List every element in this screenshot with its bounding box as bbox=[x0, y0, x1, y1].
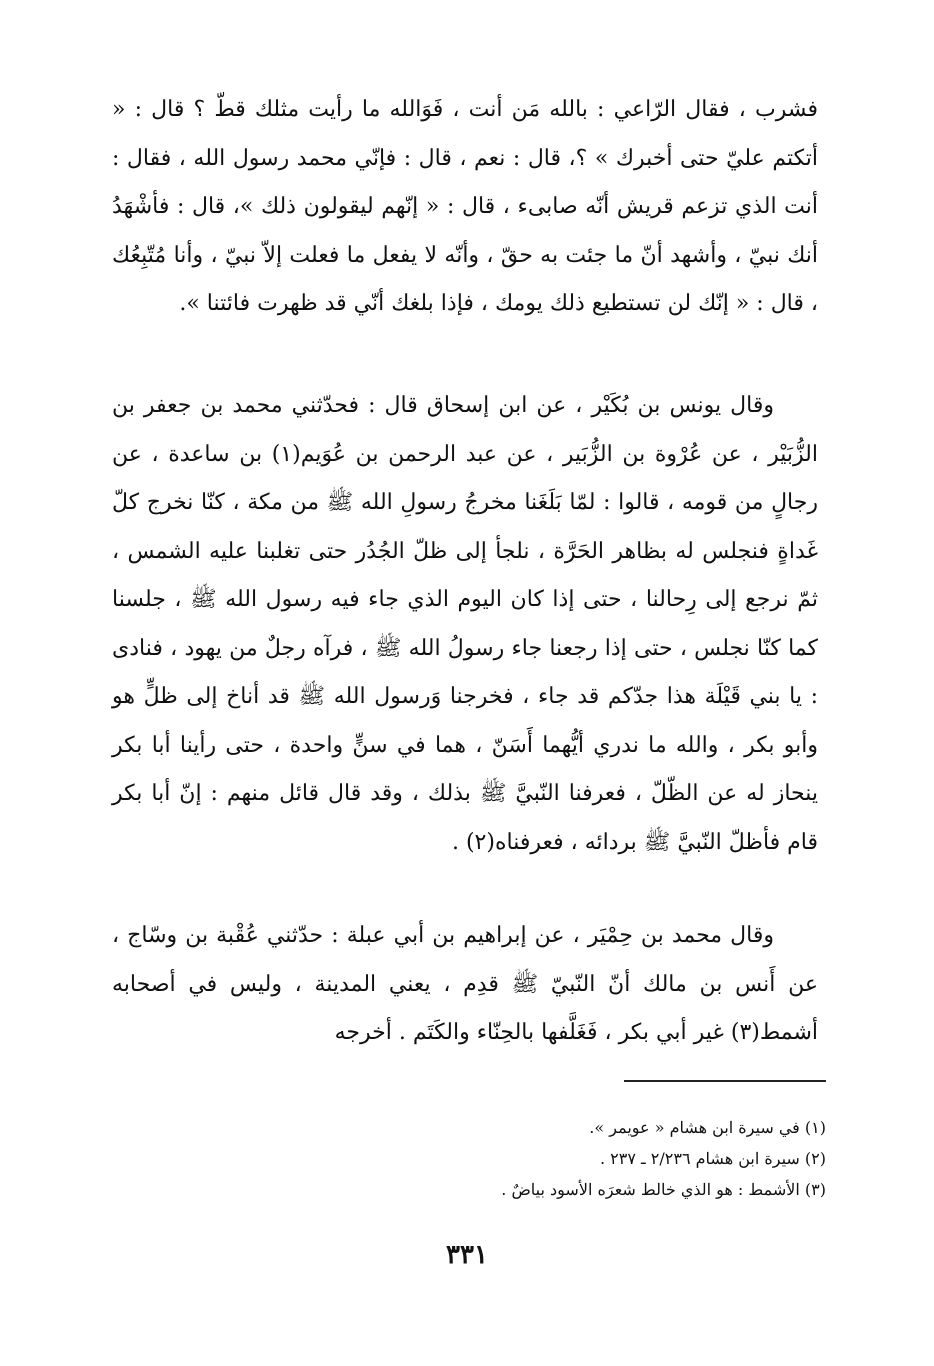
footnote-3: (٣) الأشمط : هو الذي خالط شعرَه الأسود بياضٌ . bbox=[501, 1180, 826, 1199]
paragraph-yunus-narration bbox=[112, 382, 818, 867]
footnote-1: (١) في سيرة ابن هشام « عويمر ». bbox=[589, 1118, 826, 1137]
footnote-separator bbox=[624, 1080, 826, 1082]
paragraph-text: وقال يونس بن بُكَيْر ، عن ابن إسحاق قال : فحدّثني محمد بن جعفر بن الزُّبَيْر ، عن عُرْوة بن الزُّبَير ، عن عبد الرحمن بن عُوَيم(١) بن ساعدة ، عن رجالٍ من قومه ، قالوا : لمّا بَلَغَنا مخرجُ رسولِ الله ﷺ من مكة ، كنّا نخرج كلّ غَداةٍ فنجلس له بظاهر الحَرَّة ، نلجأ إلى ظلّ الجُدُر حتى تغلبنا عليه الشمس ، ثمّ نرجع إلى رِحالنا ، حتى إذا كان اليوم الذي جاء فيه رسول الله ﷺ ، جلسنا كما كنّا نجلس ، حتى إذا رجعنا جاء رسولُ الله ﷺ ، فرآه رجلٌ من يهود ، فنادى : يا بني قَيْلَة هذا جدّكم قد جاء ، فخرجنا وَرسول الله ﷺ قد أناخ إلى ظلٍّ هو وأبو بكر ، والله ما ندري أيُّهما أَسَنّ ، هما في سنٍّ واحدة ، حتى رأينا أبا بكر ينحاز له عن الظّلّ ، فعرفنا النّبيَّ ﷺ بذلك ، وقد قال قائل منهم : إنّ أبا بكر قام فأظلّ النّبيَّ ﷺ بردائه ، فعرفناه(٢) . bbox=[112, 393, 818, 855]
paragraph-continuation bbox=[112, 86, 818, 329]
footnotes bbox=[300, 1112, 826, 1205]
page-number: ٣٣١ bbox=[446, 1240, 488, 1270]
paragraph-text: وقال محمد بن حِمْيَر ، عن إبراهيم بن أبي عبلة : حدّثني عُقْبة بن وسّاج ، عن أَنس بن مالك أنّ النّبيّ ﷺ قدِم ، يعني المدينة ، وليس في أصحابه أشمط(٣) غير أبي بكر ، فَغَلَّفها بالحِنّاء والكَتَم . أخرجه bbox=[112, 923, 818, 1045]
paragraph-himyar-narration bbox=[112, 912, 818, 1058]
paragraph-text: فشرب ، فقال الرّاعي : بالله مَن أنت ، فَوَالله ما رأيت مثلك قطّ ؟ قال : « أتكتم عليّ حتى أخبرك » ؟، قال : نعم ، قال : فإنّي محمد رسول الله ، فقال : أنت الذي تزعم قريش أنّه صابىء ، قال : « إنّهم ليقولون ذلك »، قال : فأشْهَدُ أنك نبيّ ، وأشهد أنّ ما جئت به حقّ ، وأنّه لا يفعل ما فعلت إلاّ نبيّ ، وأنا مُتّبِعُك ، قال : « إنّك لن تستطيع ذلك يومك ، فإذا بلغك أنّي قد ظهرت فائتنا ». bbox=[112, 97, 818, 316]
footnote-2: (٢) سيرة ابن هشام ٢/٢٣٦ ـ ٢٣٧ . bbox=[599, 1149, 826, 1168]
